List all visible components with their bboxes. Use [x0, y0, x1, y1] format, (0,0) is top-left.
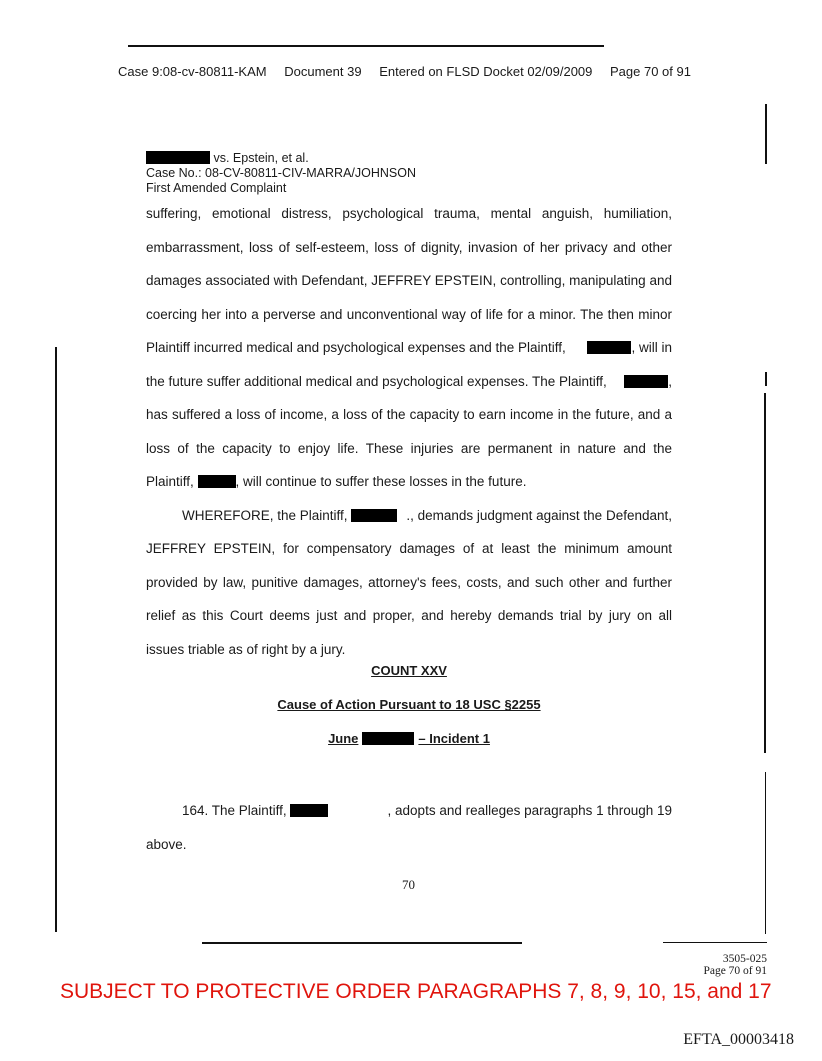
redaction-box	[362, 732, 414, 745]
redaction-box	[624, 375, 668, 388]
bottom-rule-left	[202, 942, 522, 944]
scan-mark-left	[55, 347, 57, 932]
scan-mark-right-mid	[764, 393, 766, 753]
redaction-box	[351, 509, 397, 522]
bates-stamp: 3505-025 Page 70 of 91	[703, 953, 767, 977]
complaint-body	[146, 197, 672, 666]
body-line: relief as this Court deems just and proper, and hereby demands trial by jury on all	[146, 608, 672, 623]
body-line: embarrassment, loss of self-esteem, loss of dignity, invasion of her privacy and other	[146, 239, 672, 255]
body-line: issues triable as of right by a jury.	[146, 641, 346, 657]
bottom-rule-right	[663, 942, 767, 943]
body-line: coercing her into a perverse and unconventional way of life for a minor. The then minor	[146, 306, 672, 322]
efta-number: EFTA_00003418	[683, 1031, 794, 1048]
redaction-box	[146, 151, 210, 164]
redaction-box	[587, 341, 631, 354]
body-line: JEFFREY EPSTEIN, for compensatory damages of at least the minimum amount	[146, 541, 672, 556]
count-incident: June – Incident 1	[328, 731, 490, 746]
body-line: Plaintiff incurred medical and psychological expenses and the Plaintiff, , will in	[146, 340, 672, 355]
caption-title: First Amended Complaint	[146, 181, 287, 195]
body-line: 164. The Plaintiff, , adopts and realleges paragraphs 1 through 19	[182, 803, 672, 818]
body-line: above.	[146, 836, 187, 852]
caption-parties: vs. Epstein, et al.	[146, 151, 416, 166]
body-line: WHEREFORE, the Plaintiff, ., demands judgment against the Defendant,	[182, 507, 672, 523]
paragraph-164	[146, 794, 672, 861]
body-line: suffering, emotional distress, psychological trauma, mental anguish, humiliation,	[146, 206, 672, 221]
redaction-box	[198, 475, 236, 488]
scan-mark-right-bottom	[765, 772, 766, 934]
document-number: Document 39	[284, 64, 362, 79]
count-title: COUNT XXV	[371, 663, 447, 678]
page-number: 70	[402, 877, 415, 892]
scan-mark-right-small	[765, 372, 767, 386]
docket-entry: Entered on FLSD Docket 02/09/2009	[379, 64, 593, 79]
body-line: damages associated with Defendant, JEFFREY EPSTEIN, controlling, manipulating and	[146, 273, 672, 288]
count-cause: Cause of Action Pursuant to 18 USC §2255	[277, 697, 541, 712]
protective-order-notice: SUBJECT TO PROTECTIVE ORDER PARAGRAPHS 7, 8, 9, 10, 15, and 17	[60, 980, 772, 1003]
caption-case-no: Case No.: 08-CV-80811-CIV-MARRA/JOHNSON	[146, 166, 416, 180]
header-page: Page 70 of 91	[610, 64, 691, 79]
body-line: has suffered a loss of income, a loss of the capacity to earn income in the future, and a	[146, 407, 672, 422]
scan-mark-right-top	[765, 104, 767, 164]
body-line: provided by law, punitive damages, attorney's fees, costs, and such other and further	[146, 574, 672, 590]
body-line: loss of the capacity to enjoy life. These injuries are permanent in nature and the	[146, 440, 672, 456]
case-header	[118, 64, 705, 79]
top-rule	[128, 45, 604, 47]
body-line: the future suffer additional medical and psychological expenses. The Plaintiff, ,	[146, 373, 672, 389]
case-number: Case 9:08-cv-80811-KAM	[118, 64, 267, 79]
redaction-box	[290, 804, 328, 817]
case-caption	[146, 151, 416, 196]
body-line: Plaintiff, , will continue to suffer these losses in the future.	[146, 474, 527, 489]
